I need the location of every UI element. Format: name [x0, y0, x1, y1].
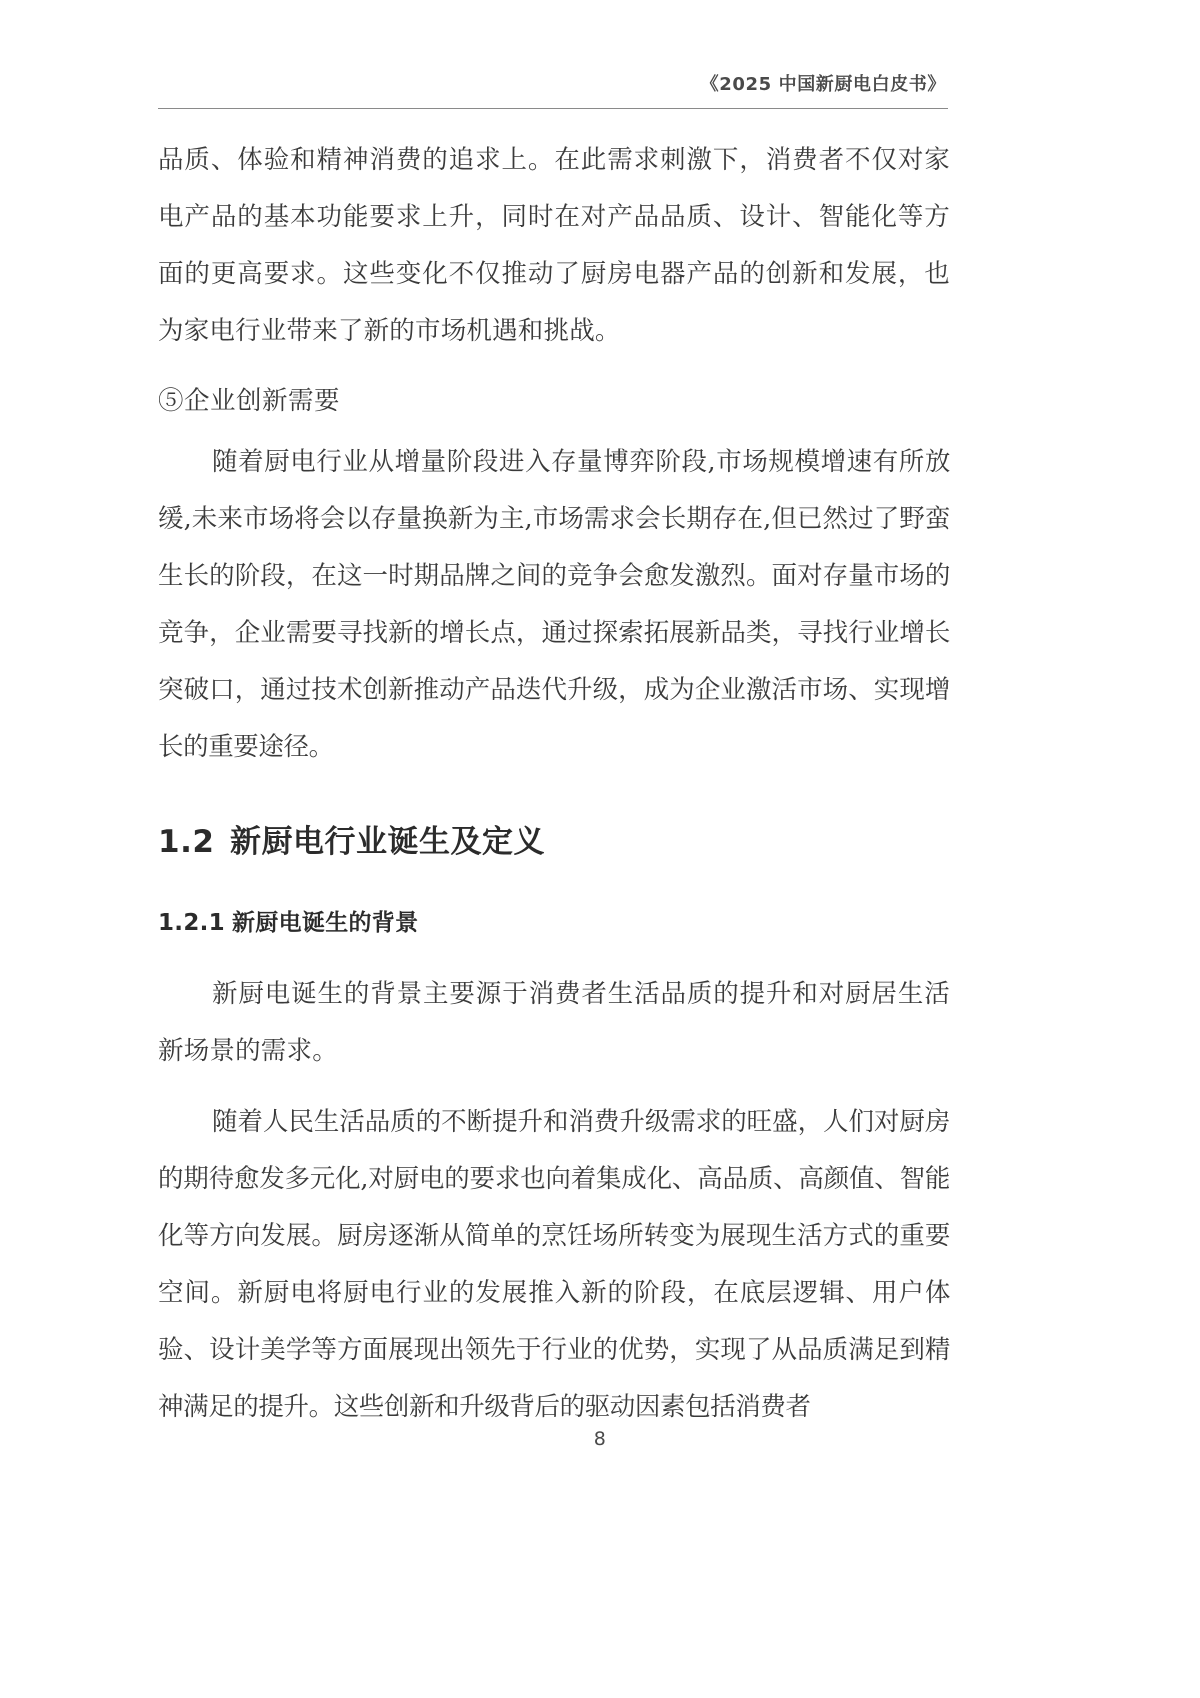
heading-section-1-2-1: [158, 907, 950, 940]
heading-section-1-2: [158, 820, 950, 865]
paragraph-background-detail: 随着人民生活品质的不断提升和消费升级需求的旺盛，人们对厨房的期待愈发多元化,对厨电的要求也向着集成化、高品质、高颜值、智能化等方向发展。厨房逐渐从简单的烹饪场所转变为展现生活方式的重要空间。新厨电将厨电行业的发展推入新的阶段，在底层逻辑、用户体验、设计美学等方面展现出领先于行业的优势，实现了从品质满足到精神满足的提升。这些创新和升级背后的驱动因素包括消费者: [158, 1107, 950, 1423]
header-divider-rule: [158, 108, 948, 109]
running-header: [158, 74, 948, 110]
spacer: [158, 1080, 950, 1094]
paragraph-continuation: 品质、体验和精神消费的追求上。在此需求刺激下，消费者不仅对家电产品的基本功能要求上升，同时在对产品品质、设计、智能化等方面的更高要求。这些变化不仅推动了厨房电器产品的创新和发展，也为家电行业带来了新的市场机遇和挑战。: [158, 145, 950, 346]
paragraph-enterprise-innovation: 随着厨电行业从增量阶段进入存量博弈阶段,市场规模增速有所放缓,未来市场将会以存量换新为主,市场需求会长期存在,但已然过了野蛮生长的阶段，在这一时期品牌之间的竞争会愈发激烈。面对存量市场的竞争，企业需要寻找新的增长点，通过探索拓展新品类，寻找行业增长突破口，通过技术创新推动产品迭代升级，成为企业激活市场、实现增长的重要途径。: [158, 447, 950, 762]
heading-section-1-2-number: 1.2: [158, 824, 215, 860]
paragraph-background-intro: 新厨电诞生的背景主要源于消费者生活品质的提升和对厨居生活新场景的需求。: [158, 979, 950, 1067]
header-title: 《2025 中国新厨电白皮书》: [700, 74, 946, 95]
numbered-subheading-enterprise-innovation: ⑤企业创新需要: [158, 386, 341, 416]
page-number: 8: [593, 1428, 607, 1450]
heading-section-1-2-1-number: 1.2.1: [158, 909, 225, 936]
page-content: [158, 132, 950, 1436]
heading-section-1-2-title: 新厨电行业诞生及定义: [230, 824, 545, 860]
spacer: [158, 940, 950, 966]
heading-section-1-2-1-title: 新厨电诞生的背景: [232, 909, 419, 936]
page-footer: [0, 1428, 1200, 1450]
